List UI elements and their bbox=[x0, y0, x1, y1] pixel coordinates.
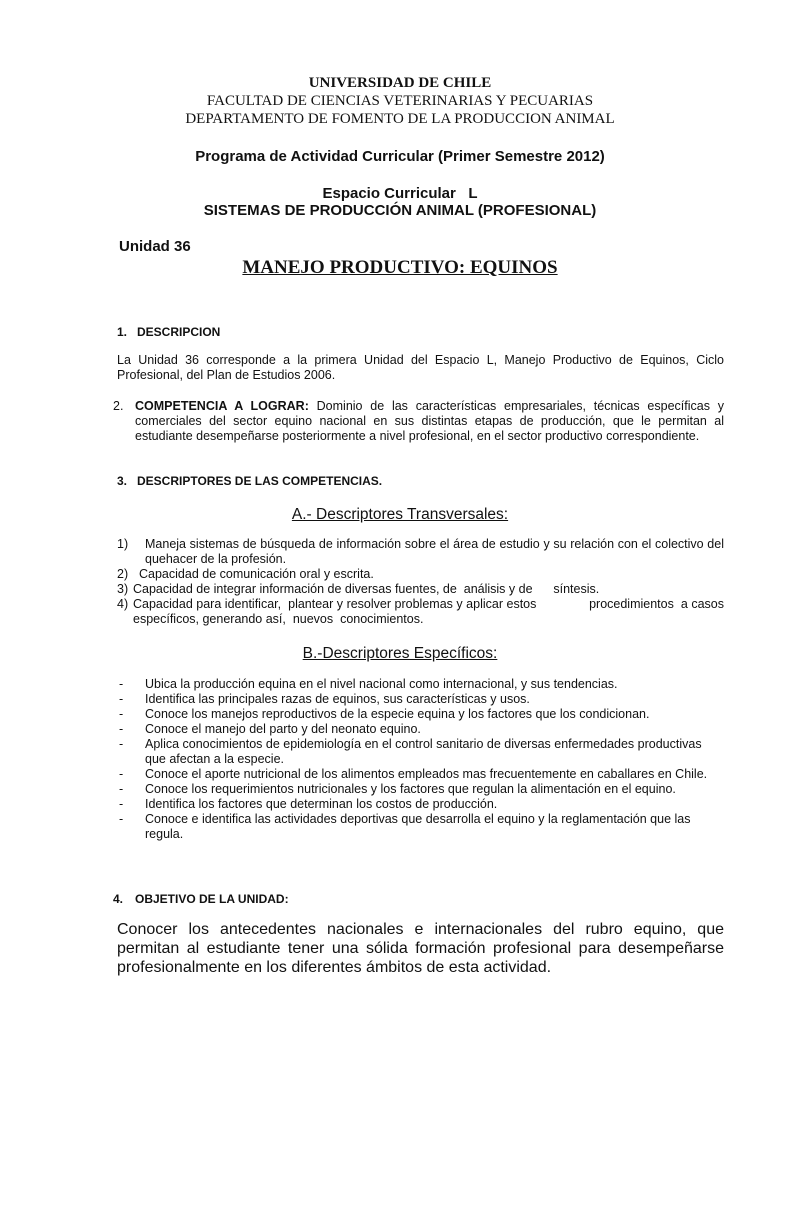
bullet: - bbox=[119, 692, 124, 706]
unit-label: Unidad 36 bbox=[119, 238, 191, 255]
bullet: - bbox=[119, 767, 124, 781]
bullet: - bbox=[119, 797, 124, 811]
section-number: 3. bbox=[117, 474, 128, 488]
list-item bbox=[117, 812, 724, 842]
transversales-list bbox=[117, 537, 728, 627]
list-item-text: Conoce los manejos reproductivos de la especie equina y los factores que los condicionan. bbox=[145, 707, 650, 721]
bullet: - bbox=[119, 812, 124, 826]
list-item bbox=[117, 567, 724, 582]
list-item-text: Capacidad para identificar, plantear y resolver problemas y aplicar estos procedimientos a casos específicos, generando así, nuevos conocimientos. bbox=[133, 597, 728, 626]
list-item bbox=[117, 677, 724, 692]
list-item bbox=[117, 797, 724, 812]
program-title: Programa de Actividad Curricular (Primer Semestre 2012) bbox=[195, 148, 605, 165]
list-item-number: 2) bbox=[117, 567, 129, 581]
competencia-heading: COMPETENCIA A LOGRAR: bbox=[135, 399, 309, 413]
section-number: 4. bbox=[113, 892, 124, 906]
bullet: - bbox=[119, 782, 124, 796]
list-item-text: Conoce el aporte nutricional de los alimentos empleados mas frecuentemente en caballares en Chile. bbox=[145, 767, 708, 781]
list-item-number: 3) bbox=[117, 582, 129, 596]
section-heading-text: DESCRIPTORES DE LAS COMPETENCIAS. bbox=[137, 474, 383, 488]
list-item-text: Conoce el manejo del parto y del neonato equino. bbox=[145, 722, 421, 736]
bullet: - bbox=[119, 677, 124, 691]
transversales-title: A.- Descriptores Transversales: bbox=[291, 506, 509, 523]
list-item-text: Capacidad de comunicación oral y escrita. bbox=[139, 567, 374, 581]
list-item bbox=[117, 582, 724, 597]
faculty-name: FACULTAD DE CIENCIAS VETERINARIAS Y PECUARIAS bbox=[206, 93, 594, 109]
unit-title: MANEJO PRODUCTIVO: EQUINOS bbox=[242, 257, 558, 278]
section-number: 1. bbox=[117, 325, 128, 339]
especificos-title: B.-Descriptores Específicos: bbox=[302, 645, 498, 662]
list-item-text: Capacidad de integrar información de diversas fuentes, de análisis y de síntesis. bbox=[133, 582, 600, 596]
university-name: UNIVERSIDAD DE CHILE bbox=[308, 75, 492, 91]
descripcion-text: La Unidad 36 corresponde a la primera Unidad del Espacio L, Manejo Productivo de Equinos, Ciclo Profesional, del Plan de Estudios 2006. bbox=[117, 353, 724, 382]
section-heading-text: OBJETIVO DE LA UNIDAD: bbox=[135, 892, 289, 906]
bullet: - bbox=[119, 737, 124, 751]
list-item bbox=[117, 597, 728, 627]
objetivo-text: Conocer los antecedentes nacionales e internacionales del rubro equino, que permitan al estudiante tener una sólida formación profesional para desempeñarse profesionalmente en los diferentes ámbitos de esta actividad. bbox=[117, 921, 724, 976]
list-item-text: Maneja sistemas de búsqueda de información sobre el área de estudio y su relación con el colectivo del quehacer de la profesión. bbox=[145, 537, 724, 566]
list-item-text: Identifica las principales razas de equinos, sus características y usos. bbox=[145, 692, 530, 706]
list-item bbox=[117, 537, 724, 567]
list-item bbox=[117, 692, 724, 707]
list-item bbox=[117, 722, 724, 737]
list-item-text: Identifica los factores que determinan los costos de producción. bbox=[145, 797, 498, 811]
list-item bbox=[117, 707, 724, 722]
bullet: - bbox=[119, 707, 124, 721]
list-item-text: Conoce e identifica las actividades deportivas que desarrolla el equino y la reglamentación que las regula. bbox=[145, 812, 691, 841]
bullet: - bbox=[119, 722, 124, 736]
espacio-curricular: Espacio Curricular L bbox=[322, 185, 478, 202]
list-item bbox=[117, 737, 724, 767]
list-item bbox=[117, 782, 724, 797]
especificos-list bbox=[117, 677, 724, 842]
list-item-number: 4) bbox=[117, 597, 129, 611]
section-number: 2. bbox=[113, 399, 124, 413]
list-item-number: 1) bbox=[117, 537, 129, 551]
sistemas-title: SISTEMAS DE PRODUCCIÓN ANIMAL (PROFESIONAL) bbox=[203, 202, 597, 219]
list-item-text: Conoce los requerimientos nutricionales y los factores que regulan la alimentación en el equino. bbox=[145, 782, 676, 796]
list-item-text: Ubica la producción equina en el nivel nacional como internacional, y sus tendencias. bbox=[145, 677, 618, 691]
department-name: DEPARTAMENTO DE FOMENTO DE LA PRODUCCION ANIMAL bbox=[185, 111, 615, 127]
list-item bbox=[117, 767, 724, 782]
competencia-text: Dominio de las características empresariales, técnicas específicas y comerciales del sector equino nacional en sus distintas etapas de producción, que le permitan al estudiante desempeñarse posteriormente a nivel profesional, en el sector productivo correspondiente. bbox=[135, 399, 724, 443]
section-competencia bbox=[113, 399, 724, 444]
list-item-text: Aplica conocimientos de epidemiología en el control sanitario de diversas enfermedades productivas que afectan a la especie. bbox=[145, 737, 702, 766]
section-heading-text: DESCRIPCION bbox=[137, 325, 221, 339]
